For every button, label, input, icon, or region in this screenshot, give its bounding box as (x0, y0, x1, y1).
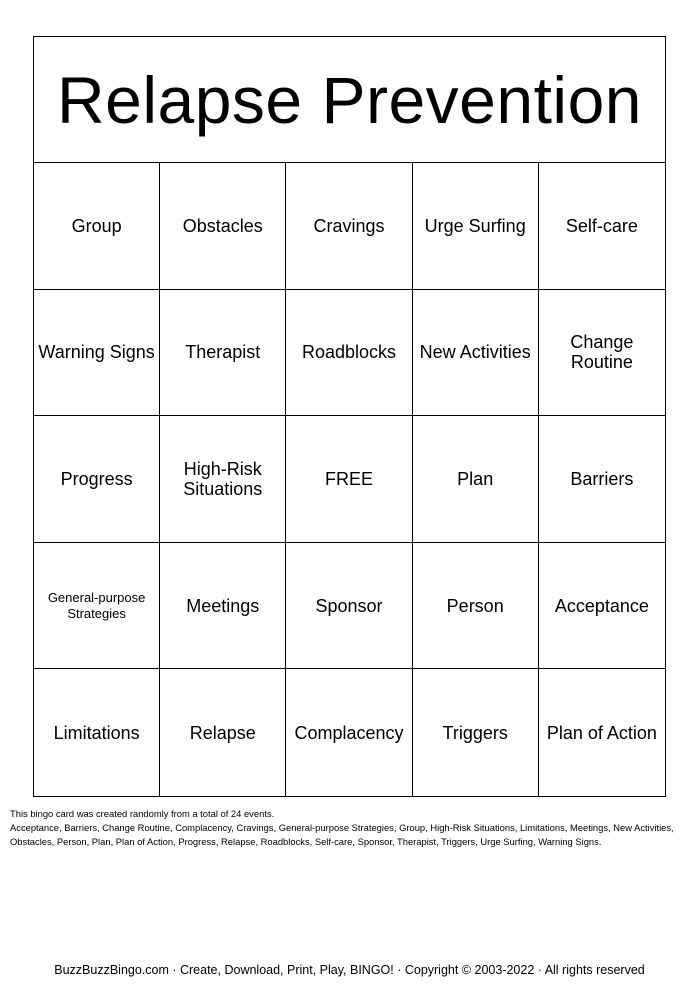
bingo-cell-r2c2: Therapist (160, 290, 286, 417)
bingo-cell-r5c1: Limitations (34, 669, 160, 796)
bingo-cell-r1c2: Obstacles (160, 163, 286, 290)
bingo-cell-r4c5: Acceptance (539, 543, 665, 670)
bingo-cell-r2c5: Change Routine (539, 290, 665, 417)
bingo-cell-r1c1: Group (34, 163, 160, 290)
bingo-cell-r1c5: Self-care (539, 163, 665, 290)
bingo-cell-r4c1: General-purpose Strategies (34, 543, 160, 670)
info-event-list: Acceptance, Barriers, Change Routine, Complacency, Cravings, General-purpose Strategies, Group, High-Risk Situations, Limitations, Meetings, New Activities, Obstacles, Person, Plan, Plan of Action, Progress, Relapse, Roadblocks, Self-care, Sponsor, Therapist, Triggers, Urge Surfing, Warning Signs. (10, 822, 674, 847)
bingo-cell-r3c2: High-Risk Situations (160, 416, 286, 543)
bingo-cell-r2c1: Warning Signs (34, 290, 160, 417)
title-box (34, 37, 665, 163)
bingo-cell-r3c5: Barriers (539, 416, 665, 543)
bingo-cell-r5c4: Triggers (413, 669, 539, 796)
bingo-cell-r4c2: Meetings (160, 543, 286, 670)
bingo-cell-r5c5: Plan of Action (546, 722, 657, 743)
bingo-cell-r3c4: Plan (413, 416, 539, 543)
bingo-cell-r2c4: New Activities (413, 290, 539, 417)
info-summary: This bingo card was created randomly from a total of 24 events. (10, 808, 275, 819)
bingo-cell-r4c4: Person (413, 543, 539, 670)
card-info (10, 807, 690, 849)
free-space-cell: FREE (286, 416, 412, 543)
card-title: Relapse Prevention (56, 62, 643, 137)
bingo-cell-r4c3: Sponsor (286, 543, 412, 670)
bingo-cell-r5c3: Complacency (286, 669, 412, 796)
bingo-card (33, 36, 666, 797)
bingo-cell-r1c4: Urge Surfing (413, 163, 539, 290)
bingo-cell-r5c2: Relapse (160, 669, 286, 796)
bingo-cell-r1c3: Cravings (286, 163, 412, 290)
bingo-cell-r3c1: Progress (34, 416, 160, 543)
site-footer: BuzzBuzzBingo.com · Create, Download, Print, Play, BINGO! · Copyright © 2003-2022 · All rights reserved (54, 963, 645, 977)
bingo-cell-r2c3: Roadblocks (286, 290, 412, 417)
bingo-grid (34, 163, 665, 796)
